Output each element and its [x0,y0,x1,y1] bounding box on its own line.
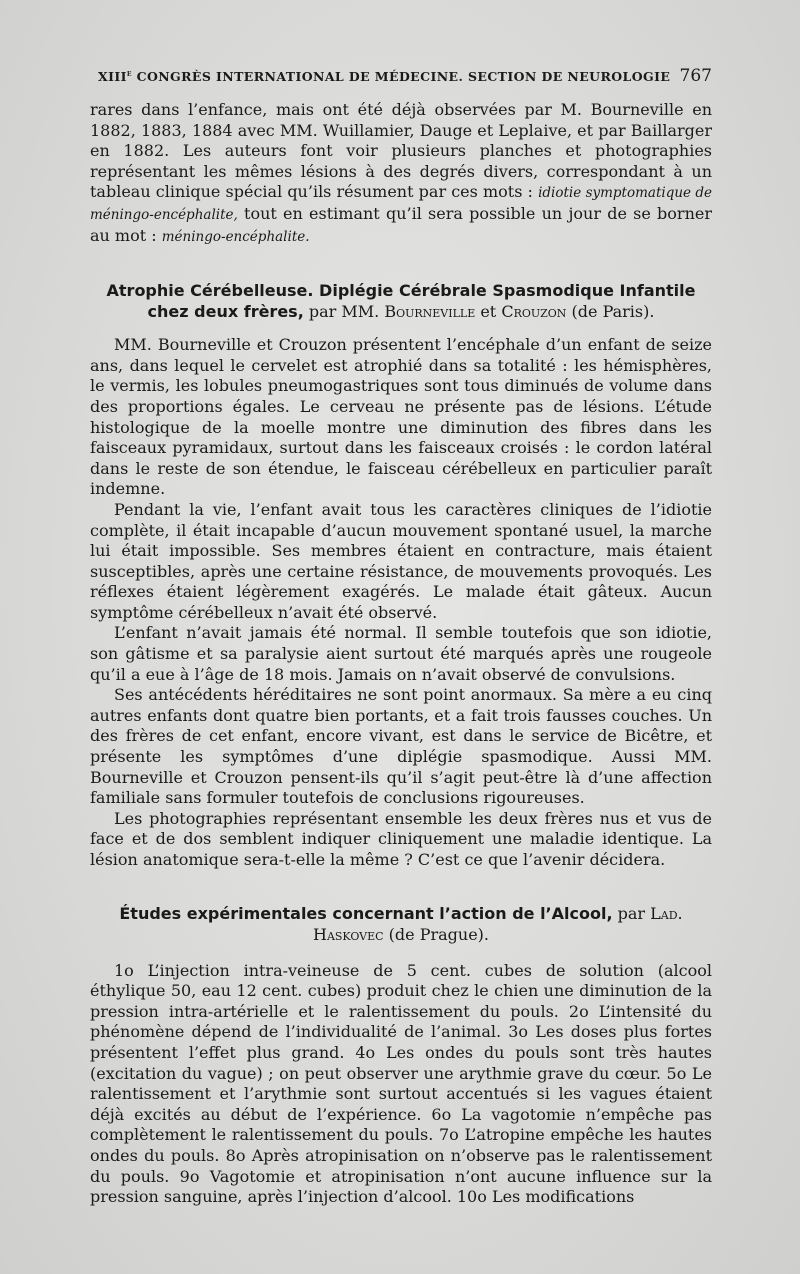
section2-by: par [612,903,651,923]
section1-paragraph: Pendant la vie, l’enfant avait tous les caractères cliniques de l’idiotie complète, il était incapable d’aucun mouvement spontané usuel, la marche lui était impossible. Ses membres étaient en contracture, mais étaient susceptibles, après une certaine résistance, de mouvements provoqués. Les réflexes étaient légèrement exagérés. Le malade était gâteux. Aucun symptôme cérébelleux n’avait été observé. [90,499,712,622]
section1-heading [90,280,712,322]
intro-paragraph [90,100,712,247]
section1-and: et [475,302,502,322]
header-title-group [98,68,670,84]
section1-byline [304,302,655,321]
section1-author-2: Crouzon [501,302,567,322]
text-column [90,66,712,1208]
section1-author-1: Bourneville [384,302,476,322]
running-header [98,66,712,86]
intro-text-1: rares dans l’enfance, mais ont été déjà observées par M. Bourneville en 1882, 1883, 1884 avec MM. Wuillamier, Dauge et Leplaive, et par Baillarger en 1882. Les auteurs font voir plusieurs planches et photographies représentant les mêmes lésions à des degrés divers, correspondant à un tableau clinique spécial qu’ils résument par ces mots : [90,100,712,202]
section2-paragraph: 1o L’injection intra-veineuse de 5 cent. cubes de solution (alcool éthylique 50, eau 12 cent. cubes) produit chez le chien une diminution de la pression intra-artérielle et le ralentissement du pouls. 2o L’intensité du phénomène dépend de l’individualité de l’animal. 3o Les doses plus fortes présentent l’effet plus grand. 4o Les ondes du pouls sont très hautes (excitation du vague) ; on peut observer une arythmie grave du cœur. 5o Le ralentissement et l’arythmie sont surtout accentués si les vagues étaient déjà excités au début de l’expérience. 6o La vagotomie n’empêche pas complètement le ralentissement du pouls. 7o L’atropine empêche les hautes ondes du pouls. 8o Après atropinisation on n’observe pas le ralentissement du pouls. 9o Vagotomie et atropinisation n’ont aucune influence sur la pression sanguine, après l’injection d’alcool. 10o Les modifications [90,960,712,1207]
header-roman: XIII [98,69,127,84]
section2-author: Lad. Haskovec [313,903,683,944]
section1-paragraph: L’enfant n’avait jamais été normal. Il semble toutefois que son idiotie, son gâtisme et sa paralysie aient surtout été marqués après une rougeole qu’il a eue à l’âge de 18 mois. Jamais on n’avait observé de convulsions. [90,623,712,684]
intro-text-2: tout en estimant qu’il sera possible un jour de se borner au mot : [90,203,712,245]
intro-italic-2: méningo-encéphalite. [161,228,310,245]
header-title: CONGRÈS INTERNATIONAL DE MÉDECINE. SECTION DE NEUROLOGIE [136,69,671,84]
page-number: 767 [679,66,712,86]
section1-title: Atrophie Cérébelleuse. Diplégie Cérébrale Spasmodique Infantile chez deux frères, [106,281,696,322]
header-sup: e [126,67,132,78]
section1-paragraph: Ses antécédents héréditaires ne sont point anormaux. Sa mère a eu cinq autres enfants dont quatre bien portants, et a fait trois fausses couches. Un des frères de cet enfant, encore vivant, est dans le service de Bicêtre, et présente les symptômes d’une diplégie spasmodique. Aussi MM. Bourneville et Crouzon pensent-ils qu’il s’agit peut-être là d’une affection familiale sans formuler toutefois de conclusions rigoureuses. [90,685,712,808]
intro-italic-1: idiotie symptomatique de méningo-encéphalite, [90,185,712,223]
section1-by: par MM. [303,302,385,322]
section1-paragraph: MM. Bourneville et Crouzon présentent l’encéphale d’un enfant de seize ans, dans lequel le cervelet est atrophié dans sa totalité : les hémisphères, le vermis, les lobules pneumogastriques sont tous diminués de volume dans des proportions égales. Le cerveau ne présente pas de lésions. L’étude histologique de la moelle montre une diminution des fibres dans les faisceaux pyramidaux, surtout dans les faisceaux croisés : le cordon latéral dans le reste de son étendue, le faisceau cérébelleux en particulier paraît indemne. [90,335,712,499]
section2-heading [90,903,712,945]
section2-place: (de Prague). [383,924,489,944]
section1-paragraph: Les photographies représentant ensemble les deux frères nus et vus de face et de dos semblent indiquer cliniquement une maladie identique. La lésion anatomique sera-t-elle la même ? C’est ce que l’avenir décidera. [90,808,712,869]
section1-place: (de Paris). [566,302,655,322]
section2-title: Études expérimentales concernant l’action de l’Alcool, [119,903,613,923]
